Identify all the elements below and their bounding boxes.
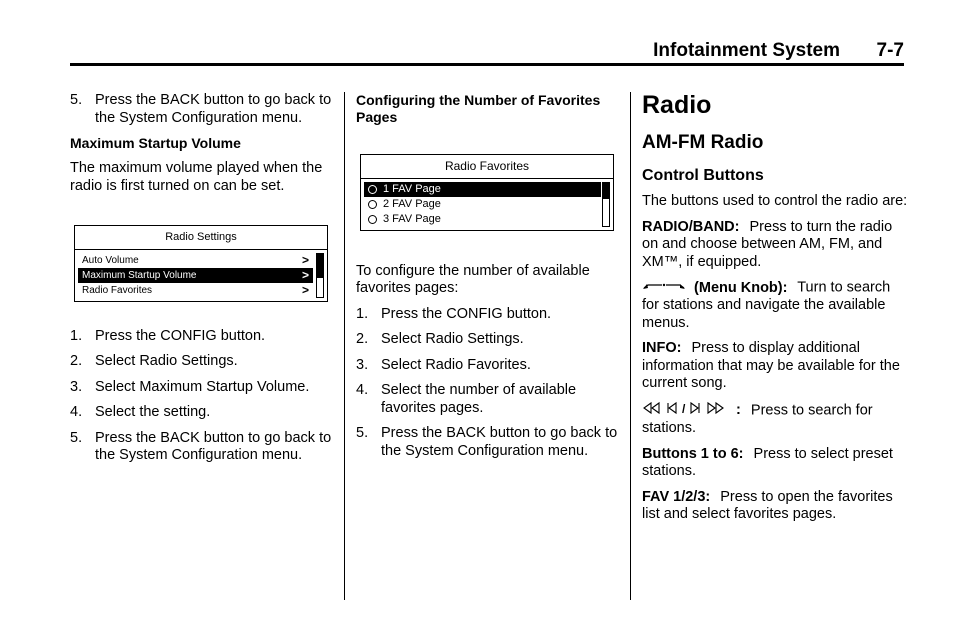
step-text: Select the setting. — [95, 404, 211, 420]
paragraph: To configure the number of available favorites pages: — [356, 262, 590, 296]
step-text: Press the BACK button to go back to the System Configuration menu. — [95, 92, 332, 126]
menu-item-label: Radio Favorites — [82, 284, 153, 296]
paragraph: The maximum volume played when the radio is first turned on can be set. — [70, 160, 323, 194]
menu-item — [364, 212, 601, 227]
step-number: 5. — [70, 429, 83, 446]
chevron-right-icon: > — [301, 267, 309, 282]
control-item — [642, 446, 908, 481]
menu-item-label: Maximum Startup Volume — [82, 269, 197, 281]
step-number: 1. — [356, 305, 369, 322]
list-item — [356, 306, 620, 324]
list-item — [70, 353, 332, 371]
step-number: 3. — [70, 378, 83, 395]
section-heading: AM-FM Radio — [642, 132, 764, 153]
list-item — [356, 382, 620, 417]
step-text: Press the CONFIG button. — [381, 305, 552, 322]
screen-title: Radio Favorites — [361, 155, 613, 179]
list-item — [70, 379, 332, 397]
control-label: INFO: — [642, 340, 682, 357]
step-number: 2. — [70, 353, 83, 369]
list-item — [70, 328, 332, 346]
header-title: Infotainment System — [653, 40, 840, 61]
control-text: Press to search for stations. — [642, 402, 873, 437]
control-item — [642, 219, 908, 272]
step-number: 4. — [70, 404, 83, 420]
list-item — [70, 404, 332, 422]
menu-item-selected — [78, 268, 313, 283]
menu-knob-icon — [642, 279, 686, 297]
paragraph: The buttons used to control the radio are: — [642, 193, 908, 209]
control-label: : — [736, 402, 741, 419]
step-number: 5. — [70, 92, 83, 108]
column-divider-1 — [344, 92, 345, 600]
control-text: Press to turn the radio on and choose between AM, FM, and XM™, if equipped. — [642, 218, 893, 270]
control-item — [642, 401, 908, 438]
menu-item — [364, 197, 601, 212]
step-list-top — [70, 92, 332, 127]
menu-item-selected — [364, 182, 601, 197]
radio-button-icon — [368, 215, 377, 224]
column-3 — [642, 92, 908, 532]
radio-favorites-screen — [360, 154, 614, 231]
section-subheading: Configuring the Number of Favorites Pages — [356, 92, 601, 125]
menu-item — [78, 253, 313, 268]
list-item — [70, 92, 332, 127]
control-label: (Menu Knob): — [694, 279, 788, 296]
section-subheading: Maximum Startup Volume — [70, 135, 241, 151]
list-item — [356, 425, 620, 460]
radio-settings-screen — [74, 225, 328, 302]
step-text: Press the CONFIG button. — [95, 327, 266, 344]
list-item — [70, 430, 332, 465]
step-number: 5. — [356, 425, 369, 441]
step-text: Select Radio Settings. — [95, 353, 238, 369]
svg-text:/: / — [682, 401, 686, 415]
column-1 — [70, 92, 332, 473]
control-text: Press to select preset stations. — [642, 445, 893, 480]
list-item — [356, 331, 620, 349]
control-label: RADIO/BAND: — [642, 218, 740, 235]
menu-item-label: 2 FAV Page — [383, 197, 441, 210]
menu-item — [78, 283, 313, 298]
chevron-right-icon: > — [301, 252, 309, 267]
radio-button-icon — [368, 200, 377, 209]
control-label: FAV 1/2/3: — [642, 488, 711, 505]
scrollbar — [602, 182, 610, 227]
step-text: Press the BACK button to go back to the System Configuration menu. — [381, 425, 618, 459]
control-text: Press to open the favorites list and select favorites pages. — [642, 488, 893, 523]
step-text: Select Radio Settings. — [381, 331, 524, 347]
step-list — [356, 306, 620, 461]
step-number: 2. — [356, 331, 369, 347]
control-label: Buttons 1 to 6: — [642, 445, 744, 462]
control-text: Turn to search for stations and navigate the available menus. — [642, 279, 891, 331]
control-text: Press to display additional information that may be available for the current song. — [642, 340, 900, 392]
step-list — [70, 328, 332, 465]
step-number: 3. — [356, 356, 369, 373]
section-title: Radio — [642, 91, 712, 119]
control-item — [642, 340, 908, 393]
column-divider-2 — [630, 92, 631, 600]
step-text: Select the number of available favorites pages. — [381, 382, 577, 416]
radio-button-icon — [368, 185, 377, 194]
page-number: 7-7 — [876, 40, 904, 61]
control-item — [642, 489, 908, 524]
list-item — [356, 357, 620, 375]
step-text: Press the BACK button to go back to the System Configuration menu. — [95, 429, 332, 463]
menu-item-label: 1 FAV Page — [383, 182, 441, 195]
chevron-right-icon: > — [301, 282, 309, 297]
control-item — [642, 279, 908, 332]
menu-item-label: 3 FAV Page — [383, 212, 441, 225]
seek-tune-icon — [642, 401, 732, 421]
section-subheading: Control Buttons — [642, 167, 764, 184]
menu-item-label: Auto Volume — [82, 254, 139, 266]
step-text: Select Maximum Startup Volume. — [95, 378, 310, 395]
step-number: 4. — [356, 382, 369, 398]
step-number: 1. — [70, 327, 83, 344]
screen-title: Radio Settings — [75, 226, 327, 250]
scrollbar — [316, 253, 324, 298]
header-rule — [70, 63, 904, 66]
column-2 — [356, 92, 620, 468]
step-text: Select Radio Favorites. — [381, 356, 531, 373]
